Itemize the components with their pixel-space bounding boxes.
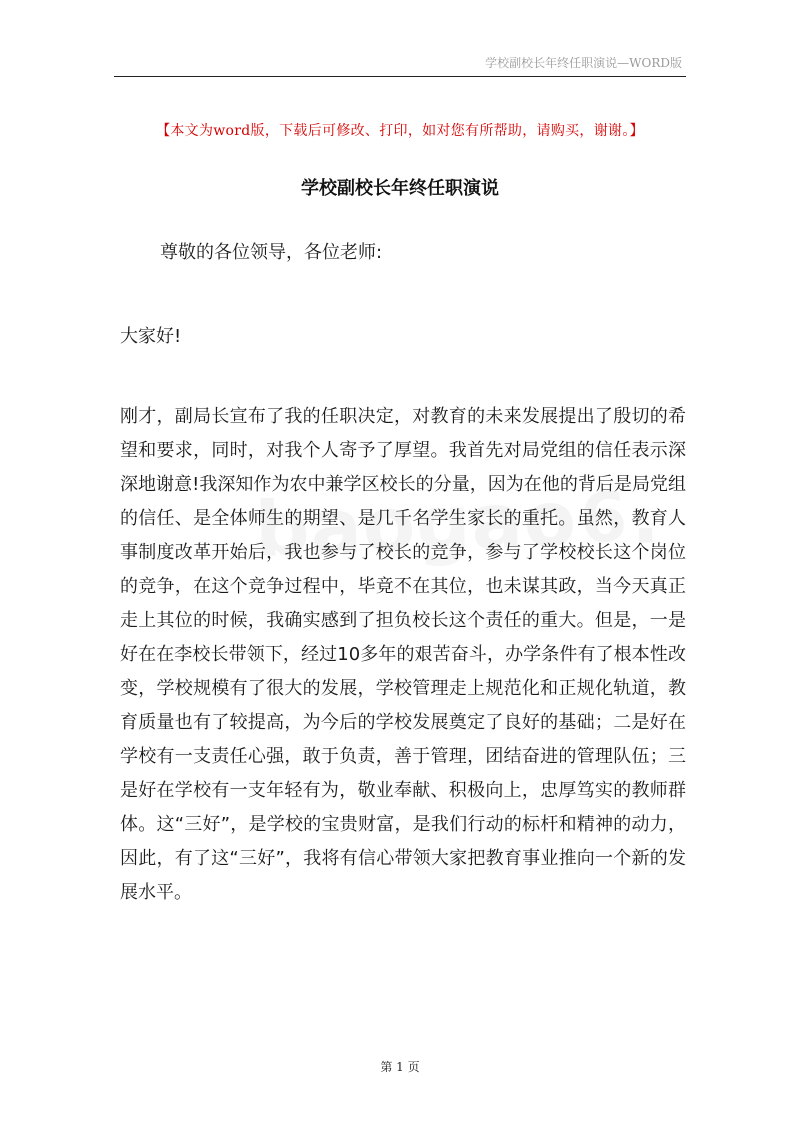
greeting: 大家好! <box>120 326 182 347</box>
header-divider <box>114 76 686 77</box>
purchase-notice: 【本文为word版，下载后可修改、打印，如对您有所帮助，请购买，谢谢。】 <box>156 123 644 139</box>
document-title: 学校副校长年终任职演说 <box>301 178 499 199</box>
body-paragraph: 刚才，副局长宣布了我的任职决定，对教育的未来发展提出了殷切的希望和要求，同时，对我个人寄予了厚望。我首先对局党组的信任表示深深地谢意!我深知作为农中兼学区校长的分量，因为在他的背后是局党组的信任、是全体师生的期望、是几千名学生家长的重托。虽然，教育人事制度改革开始后，我也参与了校长的竞争，参与了学校校长这个岗位的竞争，在这个竞争过程中，毕竟不在其位，也未谋其政，当今天真正走上其位的时候，我确实感到了担负校长这个责任的重大。但是，一是好在在李校长带领下，经过10多年的艰苦奋斗，办学条件有了根本性改变，学校规模有了很大的发展，学校管理走上规范化和正规化轨道，教育质量也有了较提高，为今后的学校发展奠定了良好的基础；二是好在学校有一支责任心强，敢于负责，善于管理，团结奋进的管理队伍；三是好在学校有一支年轻有为，敬业奉献、积极向上，忠厚笃实的教师群体。这“三好”，是学校的宝贵财富，是我们行动的标杆和精神的动力，因此，有了这“三好”，我将有信心带领大家把教育事业推向一个新的发展水平。 <box>120 406 686 903</box>
salutation: 尊敬的各位领导，各位老师: <box>160 242 383 263</box>
running-header: 学校副校长年终任职演说—WORD版 <box>485 56 682 70</box>
page-number: 第 1 页 <box>380 1060 420 1074</box>
